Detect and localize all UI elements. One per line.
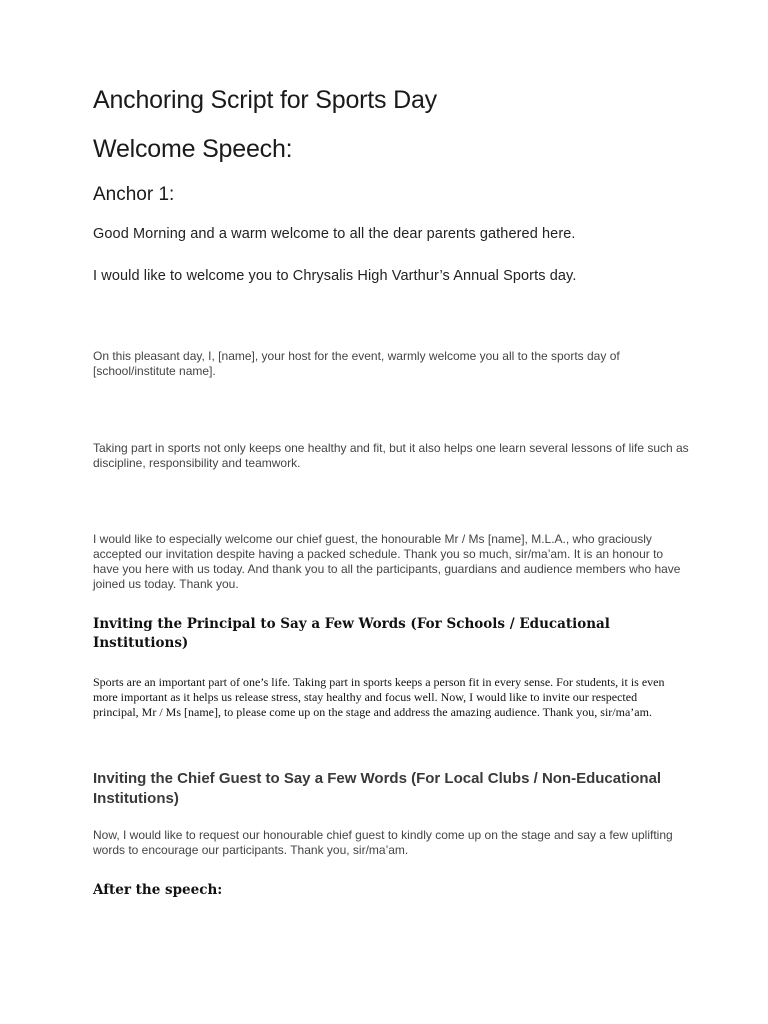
principal-invite-heading: Inviting the Principal to Say a Few Words (For Schools / Educational Institutions) [93, 616, 610, 651]
sports-benefits-paragraph: Taking part in sports not only keeps one healthy and fit, but it also helps one learn several lessons of life such as discipline, responsibility and teamwork. [93, 441, 689, 470]
principal-invite-paragraph: Sports are an important part of one’s life. Taking part in sports keeps a person fit in every sense. For students, it is even more important as it helps us release stress, stay healthy and focus well. Now, I would like to invite our respected principal, Mr / Ms [name], to please come up on the stage and address the amazing audience. Thank you, sir/ma’am. [93, 675, 665, 719]
pleasant-day-paragraph: On this pleasant day, I, [name], your host for the event, warmly welcome you all to the sports day of [school/institute name]. [93, 349, 620, 378]
anchor-1-heading: Anchor 1: [93, 184, 175, 205]
chief-guest-welcome-paragraph: I would like to especially welcome our chief guest, the honourable Mr / Ms [name], M.L.A., who graciously accepted our invitation despite having a packed schedule. Thank you so much, sir/ma’am. It is an honour to have you here with us today. And thank you to all the participants, guardians and audience members who have joined us today. Thank you. [93, 532, 681, 591]
greeting-paragraph: Good Morning and a warm welcome to all the dear parents gathered here. [93, 226, 576, 242]
after-speech-heading: After the speech: [93, 882, 223, 898]
chief-guest-invite-paragraph: Now, I would like to request our honourable chief guest to kindly come up on the stage and say a few uplifting words to encourage our participants. Thank you, sir/ma’am. [93, 828, 673, 857]
welcome-school-paragraph: I would like to welcome you to Chrysalis High Varthur’s Annual Sports day. [93, 268, 577, 284]
chief-guest-invite-heading: Inviting the Chief Guest to Say a Few Words (For Local Clubs / Non-Educational Institutions) [93, 770, 662, 807]
welcome-speech-heading: Welcome Speech: [93, 135, 293, 163]
document-title: Anchoring Script for Sports Day [93, 86, 437, 114]
